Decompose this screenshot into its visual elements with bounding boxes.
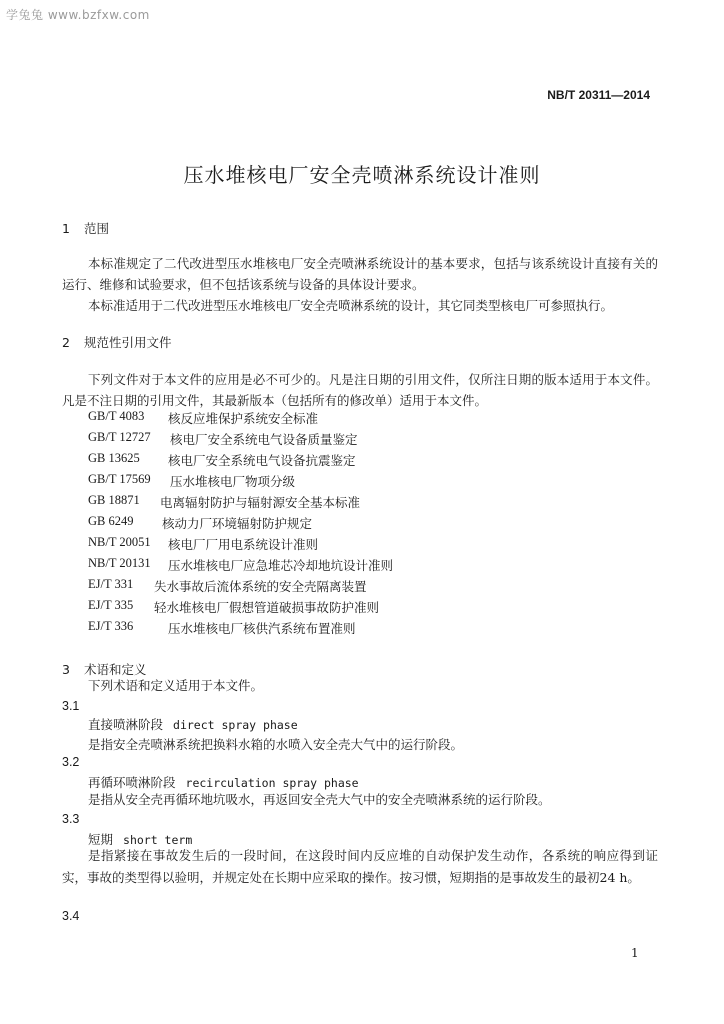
terms-intro: 下列术语和定义适用于本文件。 xyxy=(88,678,264,693)
normative-intro: 下列文件对于本文件的应用是必不可少的。凡是注日期的引用文件，仅所注日期的版本适用于本文件。凡是不注日期的引用文件，其最新版本（包括所有的修改单）适用于本文件。 xyxy=(62,372,658,408)
reference-code: GB/T 4083 xyxy=(88,409,145,423)
reference-title: 压水堆核电厂应急堆芯冷却地坑设计准则 xyxy=(168,558,394,573)
page-number: 1 xyxy=(631,946,639,960)
reference-code: EJ/T 335 xyxy=(88,598,134,612)
term-definition: 是指从安全壳再循环地坑吸水，再返回安全壳大气中的安全壳喷淋系统的运行阶段。 xyxy=(88,792,551,807)
clause-number: 3.2 xyxy=(62,755,80,769)
clause-number: 3.4 xyxy=(62,909,80,923)
reference-code: GB/T 12727 xyxy=(88,430,151,444)
reference-title: 失水事故后流体系统的安全壳隔离装置 xyxy=(154,579,367,594)
reference-code: GB 6249 xyxy=(88,514,134,528)
reference-title: 核反应堆保护系统安全标准 xyxy=(168,411,319,426)
reference-title: 压水堆核电厂核供汽系统布置准则 xyxy=(168,621,356,636)
scope-paragraph-1: 本标准规定了二代改进型压水堆核电厂安全壳喷淋系统设计的基本要求，包括与该系统设计直接有关的运行、维修和试验要求，但不包括该系统与设备的具体设计要求。 xyxy=(62,256,658,292)
term-zh: 再循环喷淋阶段 xyxy=(88,775,176,790)
term-definition: 是指安全壳喷淋系统把换料水箱的水喷入安全壳大气中的运行阶段。 xyxy=(88,737,464,752)
reference-title: 核动力厂环境辐射防护规定 xyxy=(162,516,313,531)
clause-number: 3.3 xyxy=(62,812,80,826)
reference-code: NB/T 20051 xyxy=(88,535,151,549)
reference-title: 核电厂厂用电系统设计准则 xyxy=(168,537,319,552)
watermark: 学兔兔 www.bzfxw.com xyxy=(6,8,150,22)
reference-code: EJ/T 336 xyxy=(88,619,134,633)
term-zh: 短期 xyxy=(88,832,114,847)
term-en: recirculation spray phase xyxy=(185,776,359,790)
reference-title: 电离辐射防护与辐射源安全基本标准 xyxy=(160,495,361,510)
reference-title: 压水堆核电厂物项分级 xyxy=(170,474,296,489)
clause-number: 3.1 xyxy=(62,699,80,713)
term-definition: 是指紧接在事故发生后的一段时间，在这段时间内反应堆的自动保护发生动作，各系统的响应得到证实，事故的类型得以验明，并规定处在长期中应采取的操作。按习惯，短期指的是事故发生的最初24 h。 xyxy=(62,848,658,885)
reference-title: 轻水堆核电厂假想管道破损事故防护准则 xyxy=(154,600,380,615)
term-en: direct spray phase xyxy=(173,718,298,732)
scope-paragraph-2: 本标准适用于二代改进型压水堆核电厂安全壳喷淋系统的设计，其它同类型核电厂可参照执行。 xyxy=(88,298,614,313)
section-heading-scope xyxy=(62,219,109,237)
reference-code: GB/T 17569 xyxy=(88,472,151,486)
section-heading-normative xyxy=(62,333,172,351)
document-title: 压水堆核电厂安全壳喷淋系统设计准则 xyxy=(183,163,541,187)
section-number: 1 xyxy=(62,221,70,236)
term-zh: 直接喷淋阶段 xyxy=(88,717,164,732)
reference-code: GB 18871 xyxy=(88,493,140,507)
reference-code: GB 13625 xyxy=(88,451,140,465)
reference-code: NB/T 20131 xyxy=(88,556,151,570)
section-number: 2 xyxy=(62,335,70,350)
term-en: short term xyxy=(123,833,193,847)
reference-title: 核电厂安全系统电气设备抗震鉴定 xyxy=(168,453,356,468)
section-title: 术语和定义 xyxy=(84,662,147,677)
section-title: 规范性引用文件 xyxy=(84,335,172,350)
standard-code: NB/T 20311—2014 xyxy=(547,88,650,102)
term-entry xyxy=(88,715,298,733)
section-title: 范围 xyxy=(84,221,110,236)
reference-code: EJ/T 331 xyxy=(88,577,134,591)
section-number: 3 xyxy=(62,662,70,677)
reference-title: 核电厂安全系统电气设备质量鉴定 xyxy=(170,432,358,447)
